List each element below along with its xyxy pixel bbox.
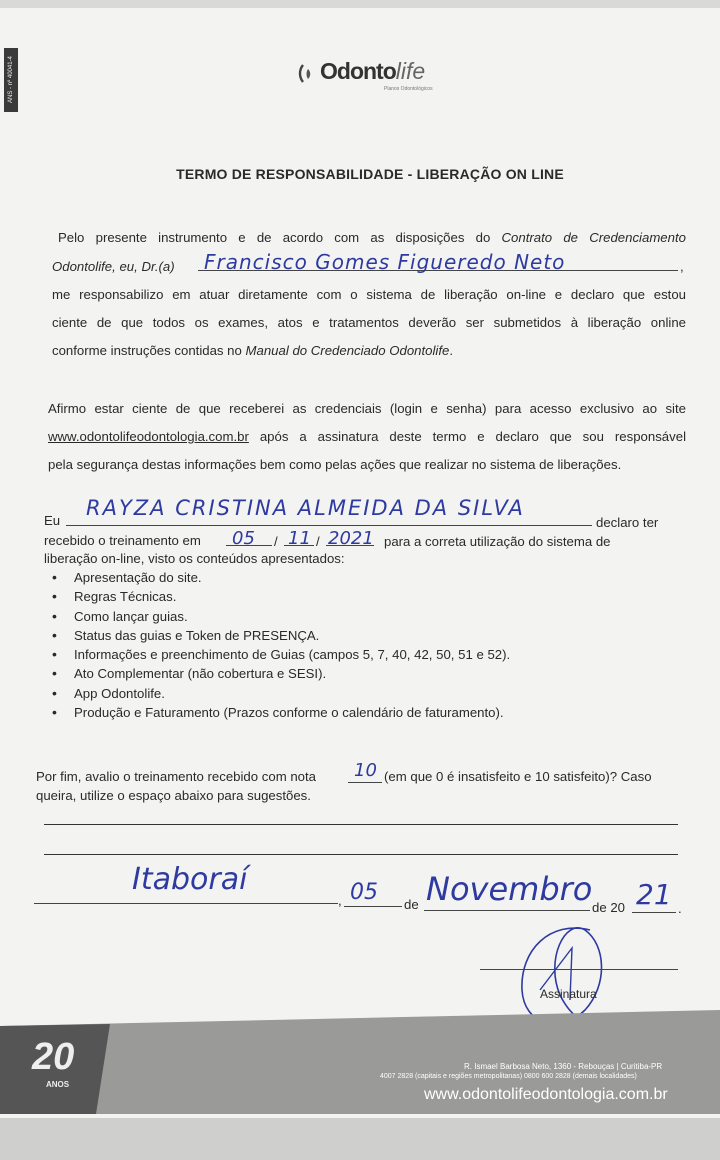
training-day-handwritten: 05 [232,528,255,549]
list-item: • Informações e preenchimento de Guias (campos 5, 7, 40, 42, 50, 51 e 52). [52,645,510,664]
list-item: • Status das guias e Token de PRESENÇA. [52,626,510,645]
date-slash-1: / [274,534,278,549]
closing-comma: , [338,893,342,908]
footer-phones: 4007 2828 (capitais e regiões metropolitanas) 0800 600 2828 (demais localidades) [380,1073,637,1080]
evaluation-line-2: queira, utilize o espaço abaixo para sugestões. [36,788,311,803]
evaluation-text-a: Por fim, avalio o treinamento recebido com nota [36,769,317,784]
eu-label: Eu [44,513,61,528]
dentist-name-handwritten: Francisco Gomes Figueredo Neto [204,250,566,274]
logo-tagline: Planos Odontológicos [384,86,433,92]
p1-line-4: ciente de que todos os exames, atos e tratamentos deverão ser submetidos à liberação online [52,315,686,330]
ans-registration-tag: ANS - nº 40041-4 [4,48,18,112]
signature-label: Assinatura [540,987,597,1001]
closing-de-2: de 20 [592,900,626,915]
date-slash-2: / [316,534,320,549]
footer-address: R. Ismael Barbosa Neto, 1360 - Rebouças | Curitiba-PR [464,1062,663,1071]
p1-line-2: Odontolife, eu, Dr.(a) [52,259,175,274]
p2-line-3: pela segurança destas informações bem como pelas ações que realizar no sistema de liberações. [48,457,622,472]
closing-period: . [678,901,682,916]
closing-de-1: de [404,897,419,912]
training-year-handwritten: 2021 [328,528,374,549]
declaro-label: declaro ter [596,515,659,530]
list-item: • App Odontolife. [52,684,510,703]
closing-day-handwritten: 05 [350,880,378,905]
footer-url[interactable]: www.odontolifeodontologia.com.br [424,1086,668,1103]
score-handwritten: 10 [354,760,377,781]
page-title: TERMO DE RESPONSABILIDADE - LIBERAÇÃO ON LINE [176,166,564,182]
signature-line [480,969,678,970]
closing-year-handwritten: 21 [636,878,672,911]
p2-line-2: www.odontolifeodontologia.com.br após a assinatura deste termo e declaro que sou responsável [48,429,686,444]
list-item: • Produção e Faturamento (Prazos conforme o calendário de faturamento). [52,703,510,722]
p3-line-3: liberação on-line, visto os conteúdos apresentados: [44,551,345,566]
p1-line-3: me responsabilizo em atuar diretamente com o sistema de liberação on-line e declaro que estou [52,287,686,302]
p2-line-1: Afirmo estar ciente de que receberei as credenciais (login e senha) para acesso exclusivo ao site [48,401,686,416]
closing-month-handwritten: Novembro [426,870,593,908]
logo-wordmark: Odontolife [320,58,426,84]
p1-line-5: conforme instruções contidas no Manual do Credenciado Odontolife. [52,343,454,358]
training-month-handwritten: 11 [288,528,311,549]
anniversary-number: 20 [32,1036,75,1078]
list-item: • Apresentação do site. [52,568,510,587]
list-item: • Como lançar guias. [52,607,510,626]
evaluation-text-b: (em que 0 é insatisfeito e 10 satisfeito)? Caso [384,769,652,784]
city-handwritten: Itaboraí [132,862,248,897]
para-text: para a correta utilização do sistema de [384,534,611,549]
site-link[interactable]: www.odontolifeodontologia.com.br [48,429,249,444]
recebido-label: recebido o treinamento em [44,533,201,548]
list-item: • Regras Técnicas. [52,587,510,606]
anniversary-label: ANOS [46,1080,70,1089]
p1-line-2-end: , [680,259,684,274]
list-item: • Ato Complementar (não cobertura e SESI). [52,664,510,683]
p1-line-1: Pelo presente instrumento e de acordo com as disposições do Contrato de Credenciamento [58,230,686,245]
person-name-handwritten: RAYZA CRISTINA ALMEIDA DA SILVA [86,496,525,520]
